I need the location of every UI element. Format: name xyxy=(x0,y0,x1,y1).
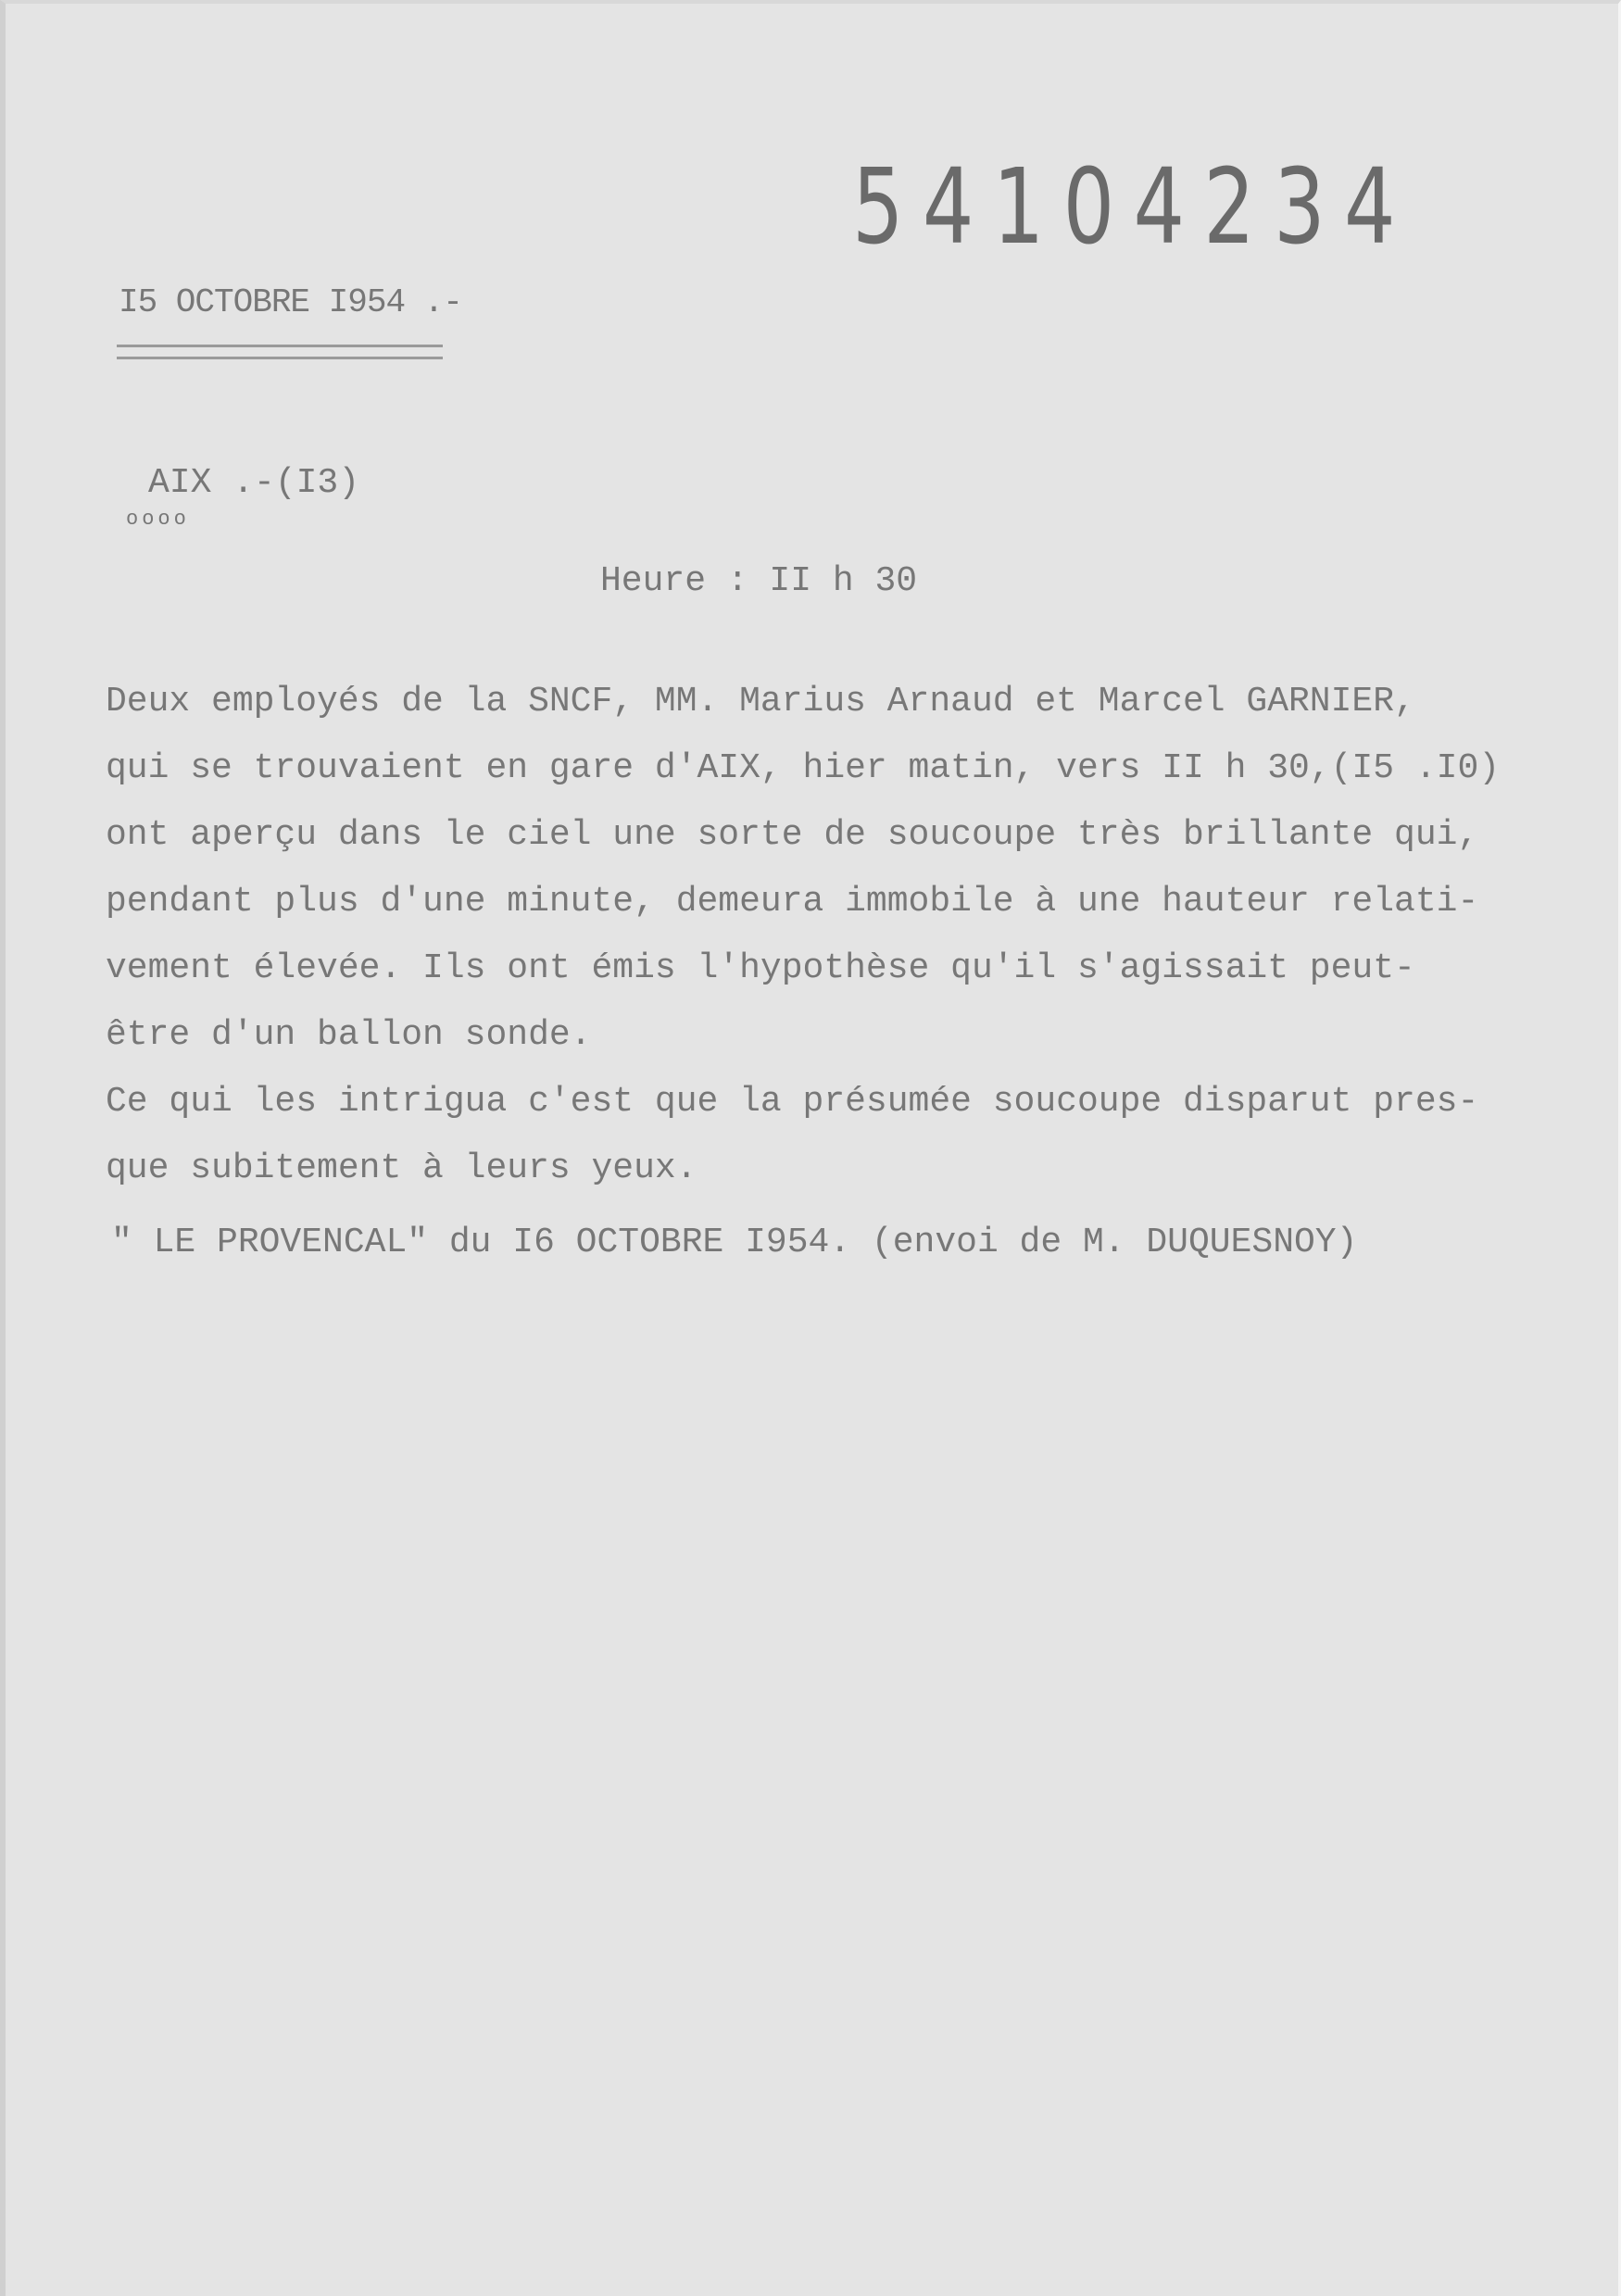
body-line: Ce qui les intrigua c'est que la présumée soucoupe disparut pres- xyxy=(106,1082,1479,1122)
date-header: I5 OCTOBRE I954 .- xyxy=(119,283,462,321)
time-label: Heure : II h 30 xyxy=(600,561,918,601)
body-line: vement élevée. Ils ont émis l'hypothèse qu'il s'agissait peut- xyxy=(106,948,1415,988)
date-underline xyxy=(117,345,443,359)
body-line: Deux employés de la SNCF, MM. Marius Arnaud et Marcel GARNIER, xyxy=(106,682,1415,721)
body-line: être d'un ballon sonde. xyxy=(106,1015,592,1055)
source-citation: " LE PROVENCAL" du I6 OCTOBRE I954. (envoi de M. DUQUESNOY) xyxy=(111,1223,1358,1262)
body-line: pendant plus d'une minute, demeura immobile à une hauteur relati- xyxy=(106,882,1479,922)
body-line: ont aperçu dans le ciel une sorte de soucoupe très brillante qui, xyxy=(106,815,1479,855)
body-line: qui se trouvaient en gare d'AIX, hier matin, vers II h 30,(I5 .I0) xyxy=(106,748,1501,788)
place-label: AIX .-(I3) xyxy=(148,463,360,503)
body-line: que subitement à leurs yeux. xyxy=(106,1148,697,1188)
place-ornament: oooo xyxy=(126,508,190,531)
report-body xyxy=(106,669,1551,1202)
reference-number: 54104234 xyxy=(852,147,1414,268)
